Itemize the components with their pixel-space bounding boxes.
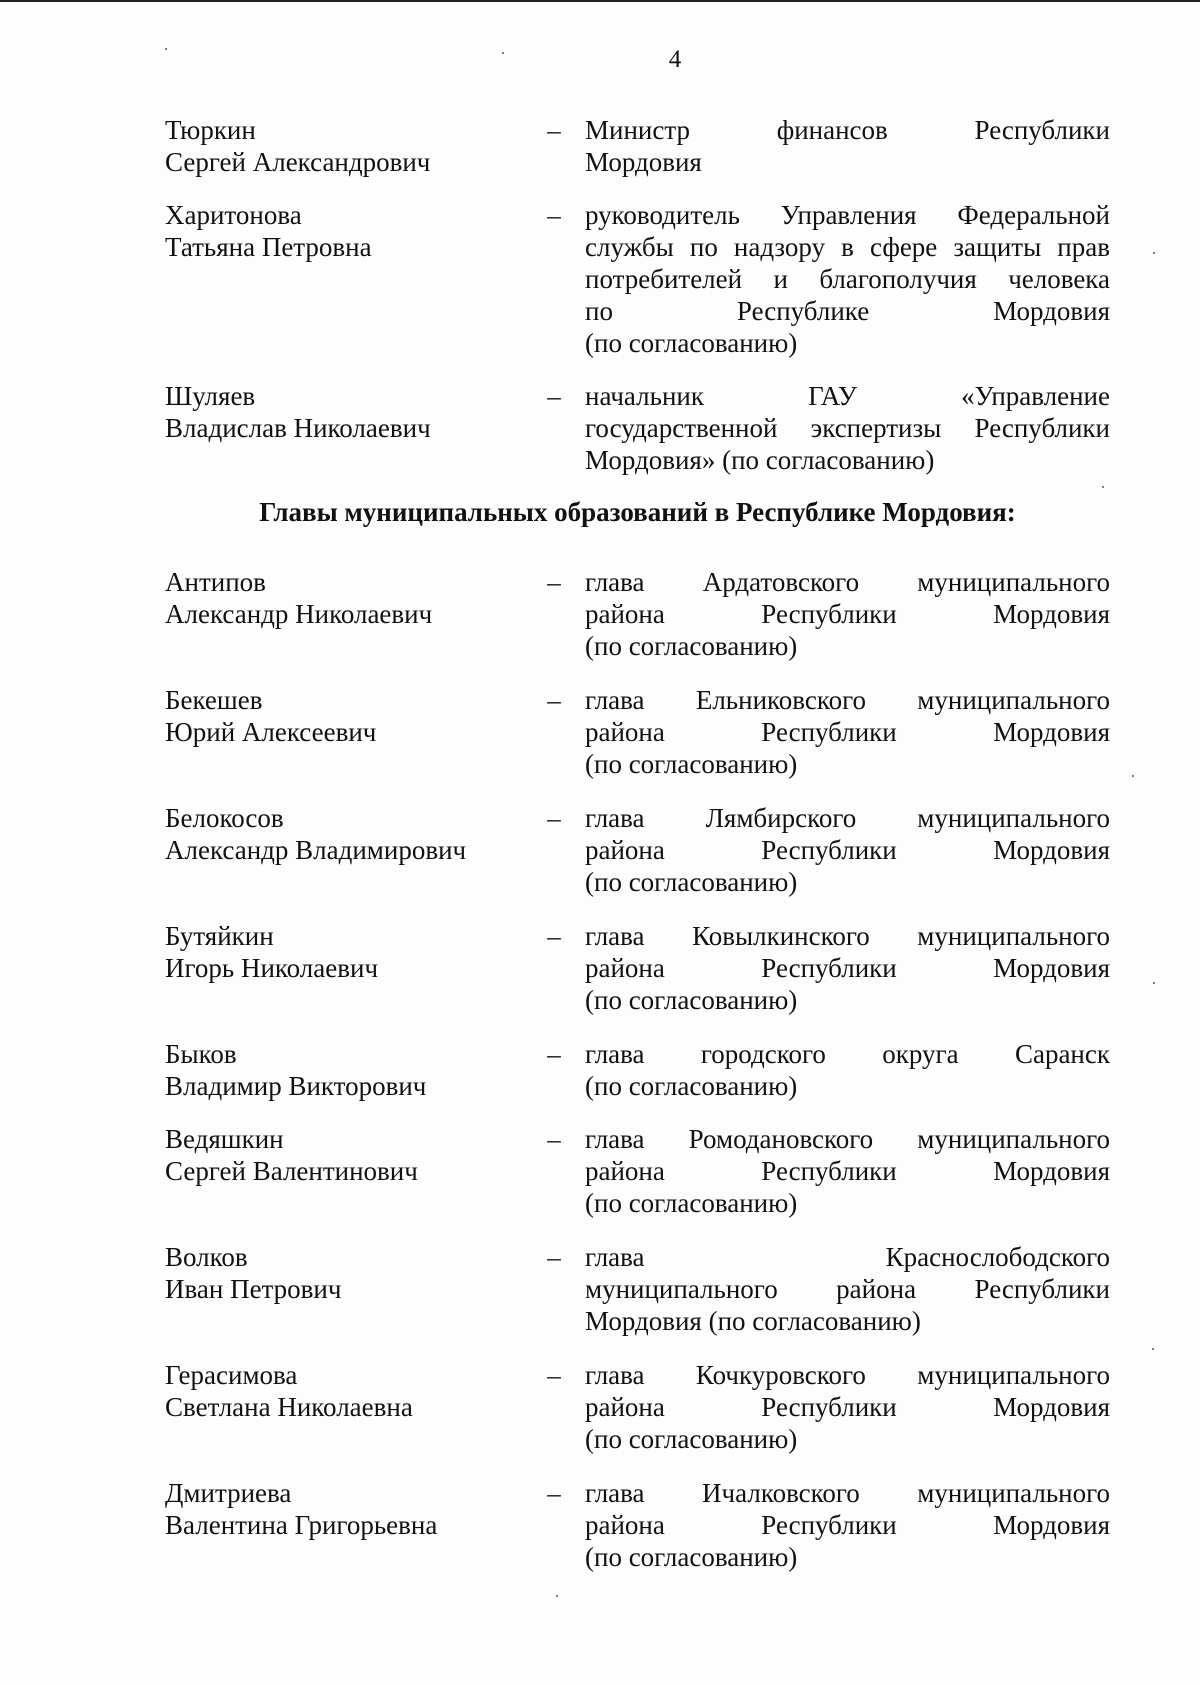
position-line: по Республике Мордовия [585, 296, 1110, 326]
member-given-name: Владимир Викторович [165, 1071, 427, 1101]
position-line: (по согласованию) [585, 1424, 798, 1454]
dash-separator: – [547, 1039, 561, 1069]
member-given-name: Сергей Александрович [165, 147, 431, 177]
member-given-name: Игорь Николаевич [165, 953, 379, 983]
scan-speck [1102, 486, 1104, 488]
member-position [585, 1038, 1110, 1102]
scan-top-edge [0, 0, 1200, 2]
position-line: глава Кочкуровского муниципального [585, 1360, 1110, 1390]
member-name [165, 380, 535, 444]
scan-speck [556, 1595, 558, 1597]
member-name [165, 114, 535, 178]
member-name [165, 1123, 535, 1187]
member-name [165, 1477, 535, 1541]
member-surname: Бекешев [165, 685, 263, 715]
position-line: района Республики Мордовия [585, 835, 1110, 865]
member-given-name: Александр Владимирович [165, 835, 467, 865]
position-line: (по согласованию) [585, 1071, 798, 1101]
member-position [585, 802, 1110, 898]
position-line: Мордовия [585, 147, 702, 177]
member-name [165, 566, 535, 630]
member-given-name: Александр Николаевич [165, 599, 433, 629]
section-heading: Главы муниципальных образований в Республике Мордовия: [259, 497, 1016, 527]
member-given-name: Татьяна Петровна [165, 232, 372, 262]
position-line: Министр финансов Республики [585, 115, 1110, 145]
member-name [165, 1359, 535, 1423]
position-line: (по согласованию) [585, 631, 798, 661]
position-line: глава Ардатовского муниципального [585, 567, 1110, 597]
member-given-name: Юрий Алексеевич [165, 717, 377, 747]
dash-separator: – [547, 1124, 561, 1154]
member-surname: Ведяшкин [165, 1124, 284, 1154]
position-line: глава городского округа Саранск [585, 1039, 1110, 1069]
member-name [165, 1241, 535, 1305]
member-given-name: Сергей Валентинович [165, 1156, 418, 1186]
page-number: 4 [668, 46, 682, 73]
member-position [585, 1477, 1110, 1573]
member-position [585, 199, 1110, 359]
position-line: Мордовия (по согласованию) [585, 1306, 921, 1336]
member-name [165, 920, 535, 984]
position-line: руководитель Управления Федеральной [585, 200, 1110, 230]
position-line: государственной экспертизы Республики [585, 413, 1110, 443]
member-name [165, 684, 535, 748]
scan-speck [1132, 775, 1134, 777]
position-line: начальник ГАУ «Управление [585, 381, 1110, 411]
member-surname: Антипов [165, 567, 266, 597]
member-name [165, 199, 535, 263]
member-given-name: Иван Петрович [165, 1274, 342, 1304]
position-line: района Республики Мордовия [585, 599, 1110, 629]
member-surname: Бутяйкин [165, 921, 274, 951]
member-surname: Тюркин [165, 115, 256, 145]
dash-separator: – [547, 567, 561, 597]
member-given-name: Валентина Григорьевна [165, 1510, 438, 1540]
dash-separator: – [547, 200, 561, 230]
member-surname: Харитонова [165, 200, 302, 230]
member-name [165, 802, 535, 866]
position-line: (по согласованию) [585, 985, 798, 1015]
position-line: (по согласованию) [585, 867, 798, 897]
position-line: службы по надзору в сфере защиты прав [585, 232, 1110, 262]
member-position [585, 1359, 1110, 1455]
dash-separator: – [547, 1478, 561, 1508]
member-position [585, 684, 1110, 780]
member-surname: Шуляев [165, 381, 256, 411]
member-position [585, 920, 1110, 1016]
scan-speck [1153, 252, 1155, 254]
dash-separator: – [547, 685, 561, 715]
position-line: потребителей и благополучия человека [585, 264, 1110, 294]
position-line: глава Ромодановского муниципального [585, 1124, 1110, 1154]
position-line: глава Ельниковского муниципального [585, 685, 1110, 715]
member-surname: Волков [165, 1242, 248, 1272]
member-given-name: Владислав Николаевич [165, 413, 431, 443]
dash-separator: – [547, 115, 561, 145]
position-line: глава Лямбирского муниципального [585, 803, 1110, 833]
scan-speck [165, 48, 167, 50]
position-line: глава Ичалковского муниципального [585, 1478, 1110, 1508]
scan-speck [502, 52, 504, 54]
position-line: муниципального района Республики [585, 1274, 1110, 1304]
position-line: района Республики Мордовия [585, 1510, 1110, 1540]
member-given-name: Светлана Николаевна [165, 1392, 413, 1422]
dash-separator: – [547, 1360, 561, 1390]
position-line: (по согласованию) [585, 1188, 798, 1218]
member-surname: Белокосов [165, 803, 284, 833]
member-surname: Быков [165, 1039, 237, 1069]
dash-separator: – [547, 1242, 561, 1272]
position-line: (по согласованию) [585, 749, 798, 779]
member-position [585, 380, 1110, 476]
member-position [585, 1123, 1110, 1219]
member-position [585, 1241, 1110, 1337]
position-line: района Республики Мордовия [585, 1156, 1110, 1186]
member-position [585, 566, 1110, 662]
dash-separator: – [547, 381, 561, 411]
position-line: района Республики Мордовия [585, 717, 1110, 747]
position-line: района Республики Мордовия [585, 953, 1110, 983]
member-surname: Герасимова [165, 1360, 298, 1390]
member-surname: Дмитриева [165, 1478, 292, 1508]
dash-separator: – [547, 803, 561, 833]
position-line: (по согласованию) [585, 1542, 798, 1572]
member-position [585, 114, 1110, 178]
scan-speck [1153, 982, 1155, 984]
member-name [165, 1038, 535, 1102]
position-line: глава Краснослободского [585, 1242, 1110, 1272]
position-line: (по согласованию) [585, 328, 798, 358]
position-line: района Республики Мордовия [585, 1392, 1110, 1422]
scan-speck [1152, 1348, 1154, 1350]
position-line: глава Ковылкинского муниципального [585, 921, 1110, 951]
dash-separator: – [547, 921, 561, 951]
position-line: Мордовия» (по согласованию) [585, 445, 935, 475]
